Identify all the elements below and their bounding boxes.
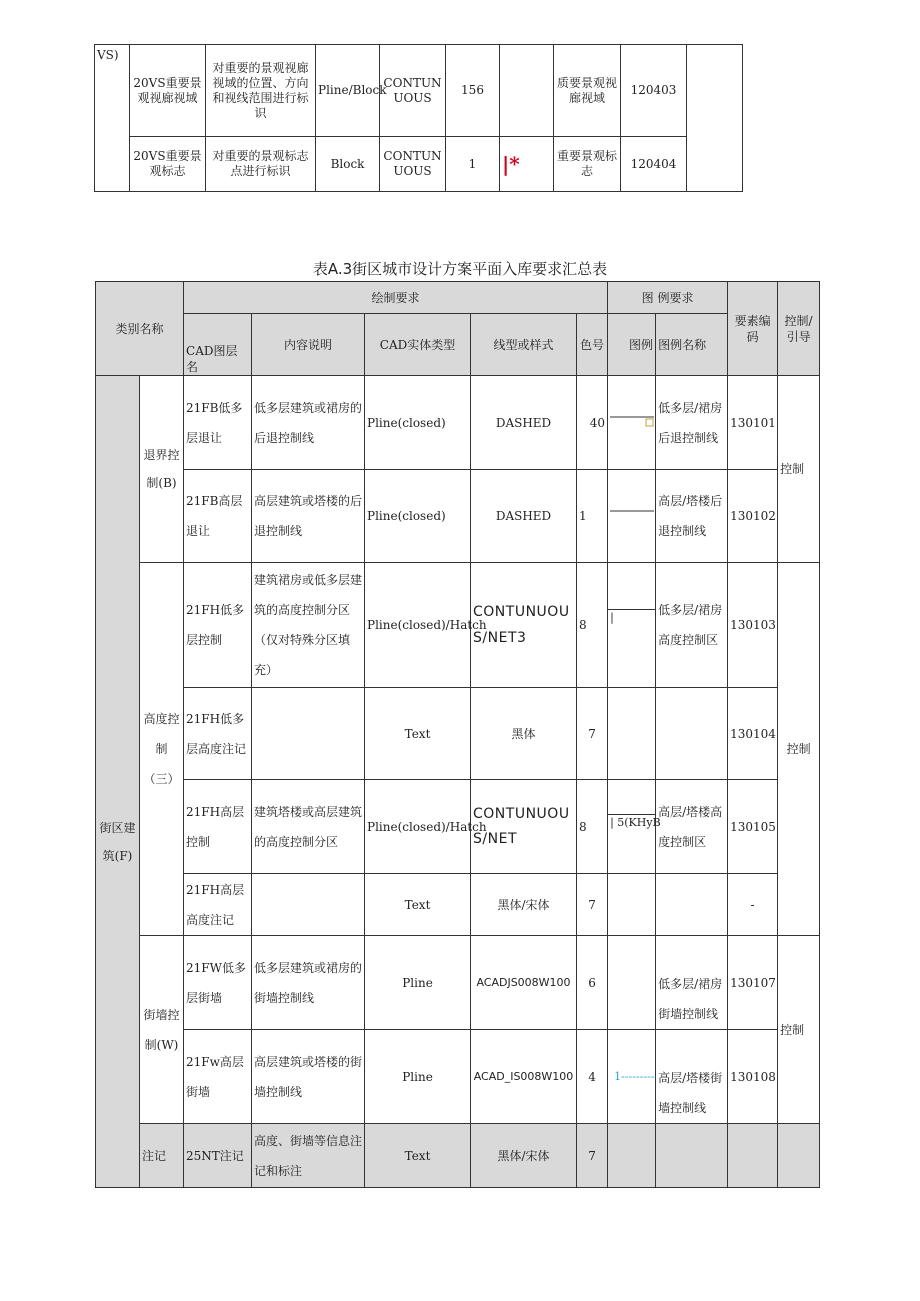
row8-legend: 1--------- bbox=[608, 1030, 656, 1124]
row8-content: 高层建筑或塔楼的街墙控制线 bbox=[252, 1030, 365, 1124]
control-wall: 控制 bbox=[778, 936, 820, 1124]
row7-entity: Pline bbox=[365, 936, 471, 1030]
row8-linetype: ACAD_IS008W100 bbox=[471, 1030, 577, 1124]
subgroup-wall: 街墙控制(W) bbox=[140, 936, 184, 1124]
row1-linetype: DASHED bbox=[471, 376, 577, 470]
row8-layer: 21Fw高层街墙 bbox=[184, 1030, 252, 1124]
row7-legend-name: 低多层/裙房街墙控制线 bbox=[656, 936, 728, 1030]
row9-legend bbox=[608, 1124, 656, 1188]
subgroup-setback: 退界控制(B) bbox=[140, 376, 184, 563]
row3-legend-name: 低多层/裙房高度控制区 bbox=[656, 563, 728, 688]
table-caption: 表A.3街区城市设计方案平面入库要求汇总表 bbox=[312, 260, 608, 278]
dashed-setback-legend bbox=[608, 401, 656, 441]
row6-legend-name bbox=[656, 874, 728, 936]
row9-entity: Text bbox=[365, 1124, 471, 1188]
row3-code: 130103 bbox=[728, 563, 778, 688]
top-row2-name: 重要景观标志 bbox=[554, 137, 621, 192]
row9-color: 7 bbox=[577, 1124, 608, 1188]
highrise-setback-legend bbox=[608, 499, 656, 529]
row6-content bbox=[252, 874, 365, 936]
header-code: 要素编码 bbox=[728, 282, 778, 376]
row3-entity: Pline(closed)/Hatch bbox=[365, 563, 471, 688]
subgroup-note: 注记 bbox=[140, 1124, 184, 1188]
row1-entity: Pline(closed) bbox=[365, 376, 471, 470]
row3-linetype: CONTUNUOUS/NET3 bbox=[471, 563, 577, 688]
row9-control bbox=[778, 1124, 820, 1188]
row5-legend-mark: | 5(KHyB bbox=[610, 816, 661, 829]
row5-legend bbox=[608, 780, 661, 874]
row8-legend-name: 高层/塔楼街墙控制线 bbox=[656, 1030, 728, 1124]
row3-content: 建筑裙房或低多层建筑的高度控制分区（仅对特殊分区填充） bbox=[252, 563, 365, 688]
header-entity: CAD实体类型 bbox=[365, 314, 471, 376]
header-legend-name: 图例名称 bbox=[656, 314, 728, 376]
control-setback: 控制 bbox=[778, 376, 820, 563]
top-row2-layer: 20VS重要景观标志 bbox=[130, 137, 206, 192]
header-legend-req: 图 例要求 bbox=[608, 282, 728, 314]
row2-content: 高层建筑或塔楼的后退控制线 bbox=[252, 470, 365, 563]
top-row2-color: 1 bbox=[446, 137, 500, 192]
top-row1-name: 质要景观视廊视域 bbox=[554, 45, 621, 137]
row6-legend bbox=[608, 874, 656, 936]
row8-entity: Pline bbox=[365, 1030, 471, 1124]
row9-legend-name bbox=[656, 1124, 728, 1188]
row6-layer: 21FH高层高度注记 bbox=[184, 874, 252, 936]
header-category: 类别名称 bbox=[96, 282, 184, 376]
group-buildings: 街区建筑(F) bbox=[96, 376, 140, 1188]
row2-color: 1 bbox=[577, 470, 608, 563]
row7-layer: 21FW低多层街墙 bbox=[184, 936, 252, 1030]
row6-code: - bbox=[728, 874, 778, 936]
header-legend: 图例 bbox=[608, 314, 656, 376]
row4-content bbox=[252, 688, 365, 780]
row6-linetype: 黑体/宋体 bbox=[471, 874, 577, 936]
row3-legend-mark: | bbox=[608, 609, 655, 626]
row4-entity: Text bbox=[365, 688, 471, 780]
row8-color: 4 bbox=[577, 1030, 608, 1124]
row4-linetype: 黑体 bbox=[471, 688, 577, 780]
row5-content: 建筑塔楼或高层建筑的高度控制分区 bbox=[252, 780, 365, 874]
vs-label: VS) bbox=[97, 48, 119, 62]
header-linetype: 线型或样式 bbox=[471, 314, 577, 376]
top-row1-linetype: CONTUNUOUS bbox=[380, 45, 446, 137]
row1-color: 40 bbox=[577, 376, 608, 470]
row4-layer: 21FH低多层高度注记 bbox=[184, 688, 252, 780]
main-table bbox=[95, 281, 820, 1188]
top-row2-linetype: CONTUNUOUS bbox=[380, 137, 446, 192]
top-row2-entity: Block bbox=[316, 137, 380, 192]
control-height: 控制 bbox=[778, 563, 820, 936]
top-row2-desc: 对重要的景观标志点进行标识 bbox=[206, 137, 316, 192]
row1-legend-name: 低多层/裙房后退控制线 bbox=[656, 376, 728, 470]
header-control: 控制/引导 bbox=[778, 282, 820, 376]
top-row1-code: 120403 bbox=[621, 45, 687, 137]
header-color: 色号 bbox=[577, 314, 608, 376]
row7-linetype: ACADJS008W100 bbox=[471, 936, 577, 1030]
row4-legend-name bbox=[656, 688, 728, 780]
row9-code bbox=[728, 1124, 778, 1188]
header-cad-layer: CAD图层名 bbox=[184, 314, 252, 376]
top-row1-entity: Pline/Block bbox=[316, 45, 380, 137]
row4-legend bbox=[608, 688, 656, 780]
top-row1-symbol bbox=[500, 45, 554, 137]
row5-linetype: CONTUNUOUS/NET bbox=[471, 780, 577, 874]
row2-code: 130102 bbox=[728, 470, 778, 563]
header-content: 内容说明 bbox=[252, 314, 365, 376]
row2-legend-name: 高层/塔楼后退控制线 bbox=[656, 470, 728, 563]
top-empty-cell bbox=[687, 45, 743, 192]
row4-code: 130104 bbox=[728, 688, 778, 780]
row1-code: 130101 bbox=[728, 376, 778, 470]
row6-entity: Text bbox=[365, 874, 471, 936]
row3-legend bbox=[608, 563, 656, 688]
row7-legend bbox=[608, 936, 656, 1030]
vs-category-cell bbox=[95, 45, 130, 192]
row2-linetype: DASHED bbox=[471, 470, 577, 563]
row7-content: 低多层建筑或裙房的街墙控制线 bbox=[252, 936, 365, 1030]
row5-code: 130105 bbox=[728, 780, 778, 874]
row4-color: 7 bbox=[577, 688, 608, 780]
top-row1-layer: 20VS重要景观视廊视域 bbox=[130, 45, 206, 137]
row5-entity: Pline(closed)/Hatch bbox=[365, 780, 471, 874]
row5-color: 8 bbox=[577, 780, 608, 874]
row2-layer: 21FB高层退让 bbox=[184, 470, 252, 563]
header-draw-req: 绘制要求 bbox=[184, 282, 608, 314]
top-row1-desc: 对重要的景观视廊视域的位置、方向和视线范围进行标识 bbox=[206, 45, 316, 137]
row7-code: 130107 bbox=[728, 936, 778, 1030]
row9-linetype: 黑体/宋体 bbox=[471, 1124, 577, 1188]
row6-color: 7 bbox=[577, 874, 608, 936]
top-table bbox=[94, 44, 743, 192]
row9-content: 高度、街墙等信息注记和标注 bbox=[252, 1124, 365, 1188]
row1-legend bbox=[608, 376, 656, 470]
row3-color: 8 bbox=[577, 563, 608, 688]
top-row2-code: 120404 bbox=[621, 137, 687, 192]
row8-code: 130108 bbox=[728, 1030, 778, 1124]
row7-color: 6 bbox=[577, 936, 608, 1030]
row2-entity: Pline(closed) bbox=[365, 470, 471, 563]
row5-layer: 21FH高层控制 bbox=[184, 780, 252, 874]
row2-legend bbox=[608, 470, 656, 563]
row9-layer: 25NT注记 bbox=[184, 1124, 252, 1188]
row1-content: 低多层建筑或裙房的后退控制线 bbox=[252, 376, 365, 470]
top-row1-color: 156 bbox=[446, 45, 500, 137]
row1-layer: 21FB低多层退让 bbox=[184, 376, 252, 470]
row5-legend-name: 高层/塔楼高度控制区 bbox=[656, 780, 728, 874]
row3-layer: 21FH低多层控制 bbox=[184, 563, 252, 688]
subgroup-height: 高度控制（三） bbox=[140, 563, 184, 936]
landmark-symbol: |* bbox=[500, 137, 554, 192]
